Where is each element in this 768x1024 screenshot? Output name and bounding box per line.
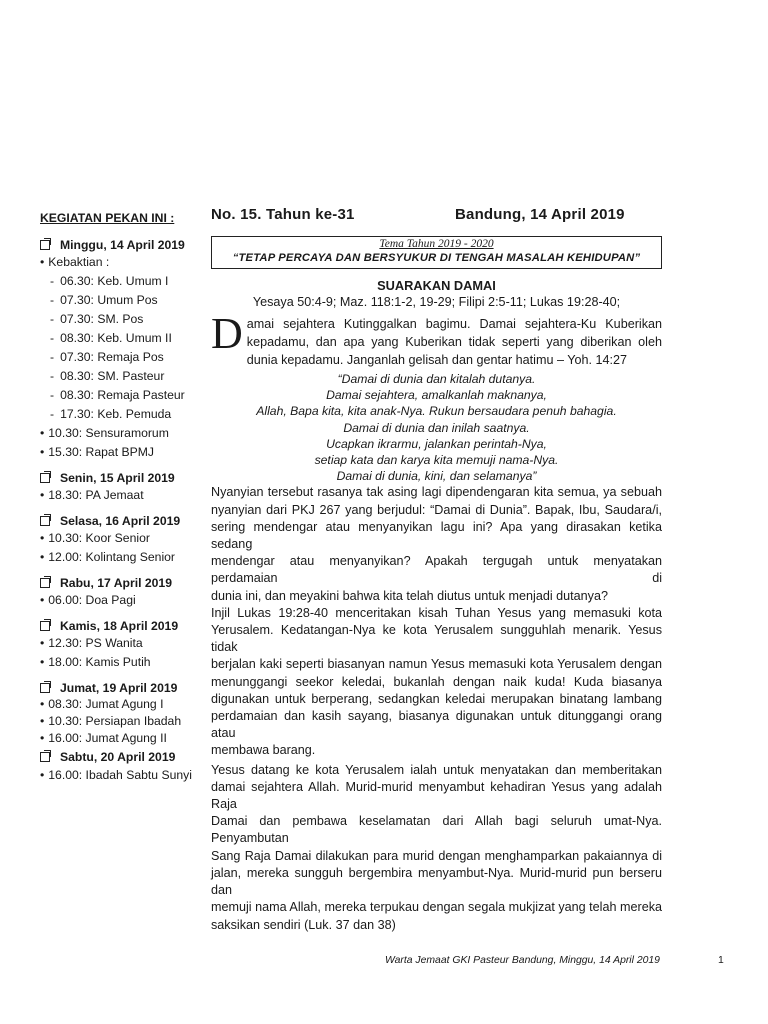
text-line: menunggangi seekor keledai, bukanlah dengan naik kuda! Kuda biasanya xyxy=(211,674,662,689)
schedule-item: • 12.00: Kolintang Senior xyxy=(40,548,210,567)
activities-heading: KEGIATAN PEKAN INI : xyxy=(40,211,175,225)
article-title: SUARAKAN DAMAI xyxy=(377,278,496,293)
article xyxy=(211,277,662,934)
text-line: Yerusalem. Kedatangan-Nya ke kota Yerusalem sungguhlah menarik. Yesus tidak xyxy=(211,623,662,655)
text-line: Sang Raja Damai dilakukan para murid dengan menghamparkan pakaiannya di xyxy=(211,848,662,863)
footer-text: Warta Jemaat GKI Pasteur Bandung, Minggu, 14 April 2019 xyxy=(385,955,660,966)
text-line: damai sejahtera Allah. Murid-murid menyambut kehadiran Yesus yang adalah Raja xyxy=(211,779,662,812)
schedule-item: • 15.30: Rapat BPMJ xyxy=(40,443,210,462)
page-number: 1 xyxy=(718,955,724,966)
song-lyrics xyxy=(211,371,662,484)
text-line: Yesus datang ke kota Yerusalem ialah untuk menyatakan dan memberitakan xyxy=(211,762,662,777)
lyric-line: Damai sejahtera, amalkanlah maknanya, xyxy=(326,388,547,403)
schedule-item: - 07.30: Umum Pos xyxy=(40,291,210,310)
text-line: perdamaian dan kasih sayang, biasanya digunakan untuk ditunggangi orang atau xyxy=(211,709,662,741)
schedule-item: - 07.30: Remaja Pos xyxy=(40,348,210,367)
day-selasa: Selasa, 16 April 2019 xyxy=(40,513,210,529)
kebaktian-label: • Kebaktian : xyxy=(40,253,210,272)
text-line: mendengar atau menyanyikan? Apakah tergugah untuk menyatakan perdamaian di xyxy=(211,554,662,586)
schedule-item: • 18.00: Kamis Putih xyxy=(40,653,210,672)
checkbox-icon xyxy=(40,621,50,631)
checkbox-icon xyxy=(40,240,50,250)
text-line: saksikan sendiri (Luk. 37 dan 38) xyxy=(211,917,396,932)
schedule-item: • 12.30: PS Wanita xyxy=(40,634,210,653)
text-line: berjalan kaki seperti biasanyan namun Yesus memasuki kota Yerusalem dengan xyxy=(211,657,662,672)
checkbox-icon xyxy=(40,516,50,526)
text-line: sering mendengar atau menyanyikan lagu ini? Apa yang dirasakan ketika sedang xyxy=(211,519,662,552)
schedule-item: • 10.30: Koor Senior xyxy=(40,529,210,548)
text-line: dunia ini, dan meyakini bahwa kita telah diutus untuk menjadi dutanya? xyxy=(211,588,608,603)
schedule-item: • 18.30: PA Jemaat xyxy=(40,486,210,505)
day-sabtu: Sabtu, 20 April 2019 xyxy=(40,749,210,765)
schedule-item: • 08.30: Jumat Agung I xyxy=(40,696,210,713)
paragraph-2 xyxy=(211,605,662,760)
text-line: Nyanyian tersebut rasanya tak asing lagi dipendengaran kita semua, ya sebuah xyxy=(211,485,662,500)
scripture-references: Yesaya 50:4-9; Maz. 118:1-2, 19-29; Filipi 2:5-11; Lukas 19:28-40; xyxy=(252,295,621,309)
text-line: nyanyian dari PKJ 267 yang berjudul: “Damai di Dunia”. Bapak, Ibu, Saudara/i, xyxy=(211,502,662,517)
schedule-item: • 06.00: Doa Pagi xyxy=(40,591,210,610)
text-line: Damai dan pembawa keselamatan dari Allah bagi seluruh umat-Nya. Penyambutan xyxy=(211,814,662,846)
schedule-item: • 10.30: Sensuramorum xyxy=(40,424,210,443)
issue-number: No. 15. Tahun ke-31 xyxy=(211,206,355,223)
text-line: membawa barang. xyxy=(211,743,316,758)
day-minggu: Minggu, 14 April 2019 xyxy=(40,237,210,253)
day-kamis: Kamis, 18 April 2019 xyxy=(40,618,210,634)
day-senin: Senin, 15 April 2019 xyxy=(40,470,210,486)
checkbox-icon xyxy=(40,473,50,483)
lyric-line: Allah, Bapa kita, kita anak-Nya. Rukun bersaudara penuh bahagia. xyxy=(256,404,617,419)
paragraph-3 xyxy=(211,762,662,934)
intro-text: amai sejahtera Kutinggalkan bagimu. Damai sejahtera-Ku Kuberikan kepadamu, dan apa yang Kuberikan tidak seperti yang diberikan oleh dunia kepadamu. Janganlah gelisah dan gentar hatimu – Yoh. 14:27 xyxy=(246,317,662,367)
schedule-item: • 10.30: Persiapan Ibadah xyxy=(40,713,210,730)
lyric-line: “Damai di dunia dan kitalah dutanya. xyxy=(337,372,536,386)
lyric-line: setiap kata dan karya kita memuji nama-Nya. xyxy=(314,453,559,468)
schedule-item: • 16.00: Ibadah Sabtu Sunyi xyxy=(40,767,210,784)
schedule-item: - 07.30: SM. Pos xyxy=(40,310,210,329)
lyric-line: Damai di dunia dan inilah saatnya. xyxy=(343,420,530,435)
checkbox-icon xyxy=(40,752,50,762)
schedule-item: - 06.30: Keb. Umum I xyxy=(40,272,210,291)
schedule-item: - 08.30: Keb. Umum II xyxy=(40,329,210,348)
schedule-item: - 17.30: Keb. Pemuda xyxy=(40,405,210,424)
checkbox-icon xyxy=(40,683,50,693)
text-line: jalan, mereka sungguh bergembira menyambut-Nya. Murid-murid pun berseru dan xyxy=(211,865,662,898)
text-line: Injil Lukas 19:28-40 menceritakan kisah Tuhan Yesus yang memasuki kota xyxy=(211,605,662,620)
drop-cap: D xyxy=(211,309,243,358)
paragraph-1 xyxy=(211,484,662,604)
schedule-item: - 08.30: SM. Pasteur xyxy=(40,367,210,386)
article-intro xyxy=(211,309,662,369)
theme-title: Tema Tahun 2019 - 2020 xyxy=(379,238,494,250)
theme-box xyxy=(211,236,662,269)
checkbox-icon xyxy=(40,578,50,588)
lyric-line: Damai di dunia, kini, dan selamanya” xyxy=(336,469,537,484)
text-line: memuji nama Allah, mereka terpukau dengan segala mukjizat yang telah mereka xyxy=(211,900,662,915)
schedule-item: - 08.30: Remaja Pasteur xyxy=(40,386,210,405)
text-line: digunakan untuk berperang, sedangkan keledai merupakan binatang lambang xyxy=(211,691,662,706)
activities-sidebar xyxy=(40,211,210,784)
lyric-line: Ucapkan ikrarmu, jalankan perintah-Nya, xyxy=(326,436,547,451)
day-jumat: Jumat, 19 April 2019 xyxy=(40,680,210,696)
schedule-item: • 16.00: Jumat Agung II xyxy=(40,730,210,747)
theme-subtitle: “TETAP PERCAYA DAN BERSYUKUR DI TENGAH MASALAH KEHIDUPAN” xyxy=(232,252,641,264)
place-date: Bandung, 14 April 2019 xyxy=(455,206,625,223)
day-rabu: Rabu, 17 April 2019 xyxy=(40,575,210,591)
